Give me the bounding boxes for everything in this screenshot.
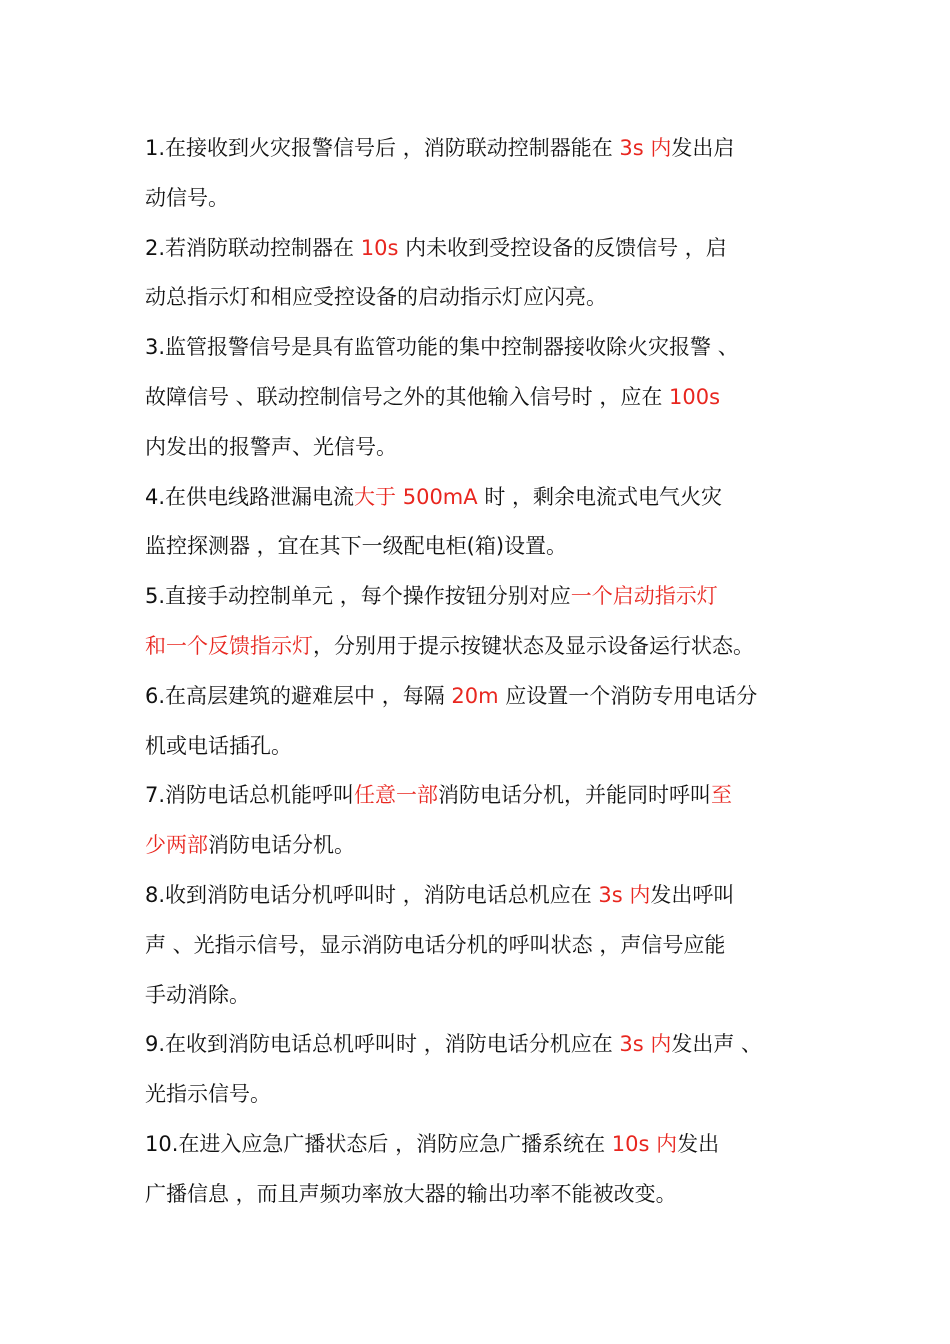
- text-line: [145, 522, 813, 572]
- text-run: ，分别用于提示按键状态及显示设备运行状态。: [313, 633, 754, 658]
- highlight-run: 3s 内: [619, 1032, 672, 1057]
- text-run: 光指示信号。: [145, 1082, 271, 1107]
- text-line: [145, 821, 813, 871]
- text-run: 监控探测器 ，宜在其下一级配电柜(箱)设置。: [145, 534, 568, 559]
- text-line: [145, 871, 813, 921]
- text-run: 5.直接手动控制单元 ，每个操作按钮分别对应: [145, 584, 571, 609]
- text-run: 动总指示灯和相应受控设备的启动指示灯应闪亮。: [145, 285, 607, 310]
- text-run: 消防电话分机。: [208, 833, 355, 858]
- highlight-run: 10s: [360, 235, 399, 260]
- text-line: [145, 473, 813, 523]
- text-line: [145, 273, 813, 323]
- highlight-run: 100s: [669, 384, 721, 409]
- text-line: [145, 572, 813, 622]
- highlight-run: 3s 内: [619, 136, 672, 160]
- highlight-run: 至: [711, 783, 733, 808]
- highlight-run: 和一个反馈指示灯: [145, 633, 313, 658]
- text-run: 发出: [677, 1131, 720, 1156]
- text-run: 6.在高层建筑的避难层中 ，每隔: [145, 683, 452, 708]
- text-run: 消防电话分机，并能同时呼叫: [438, 783, 712, 808]
- text-line: [145, 1170, 813, 1220]
- text-line: [145, 1020, 813, 1070]
- highlight-run: 少两部: [145, 833, 208, 858]
- text-run: 广播信息 ，而且声频功率放大器的输出功率不能被改变。: [145, 1181, 677, 1206]
- text-line: [145, 921, 813, 971]
- text-line: [145, 1120, 813, 1170]
- text-run: 发出启: [671, 136, 735, 160]
- highlight-run: 20m: [451, 683, 499, 708]
- text-line: [145, 224, 813, 274]
- text-line: [145, 1070, 813, 1120]
- text-run: 手动消除。: [145, 982, 250, 1007]
- text-line: [145, 323, 813, 373]
- highlight-run: 3s 内: [598, 882, 651, 907]
- highlight-run: 一个启动指示灯: [570, 584, 718, 609]
- text-run: 4.在供电线路泄漏电流: [145, 484, 355, 509]
- text-run: 动信号。: [145, 185, 229, 210]
- document-body: [145, 124, 813, 1220]
- text-run: 机或电话插孔。: [145, 733, 292, 758]
- text-run: 内未收到受控设备的反馈信号 ，启: [398, 235, 727, 260]
- text-run: 内发出的报警声、光信号。: [145, 434, 397, 459]
- text-line: [145, 423, 813, 473]
- text-line: [145, 722, 813, 772]
- text-line: [145, 373, 813, 423]
- text-run: 时 ，剩余电流式电气火灾: [477, 484, 722, 509]
- text-line: [145, 971, 813, 1021]
- text-run: 声 、光指示信号，显示消防电话分机的呼叫状态 ，声信号应能: [145, 932, 726, 957]
- text-line: [145, 622, 813, 672]
- text-run: 应设置一个消防专用电话分: [498, 683, 758, 708]
- text-run: 3.监管报警信号是具有监管功能的集中控制器接收除火灾报警 、: [145, 335, 739, 360]
- text-line: [145, 174, 813, 224]
- text-run: 9.在收到消防电话总机呼叫时 ，消防电话分机应在: [145, 1032, 620, 1057]
- highlight-run: 大于 500mA: [354, 484, 478, 509]
- text-line: [145, 124, 813, 174]
- highlight-run: 任意一部: [354, 783, 439, 808]
- text-line: [145, 672, 813, 722]
- text-run: 故障信号 、联动控制信号之外的其他输入信号时 ，应在: [145, 384, 670, 409]
- text-run: 发出声 、: [671, 1032, 763, 1057]
- highlight-run: 10s 内: [611, 1131, 678, 1156]
- text-run: 发出呼叫: [650, 882, 735, 907]
- text-run: 2.若消防联动控制器在: [145, 235, 361, 260]
- text-line: [145, 771, 813, 821]
- text-run: 1.在接收到火灾报警信号后 ，消防联动控制器能在: [145, 136, 620, 160]
- text-run: 7.消防电话总机能呼叫: [145, 783, 355, 808]
- text-run: 10.在进入应急广播状态后 ，消防应急广播系统在: [145, 1131, 612, 1156]
- text-run: 8.收到消防电话分机呼叫时 ，消防电话总机应在: [145, 882, 599, 907]
